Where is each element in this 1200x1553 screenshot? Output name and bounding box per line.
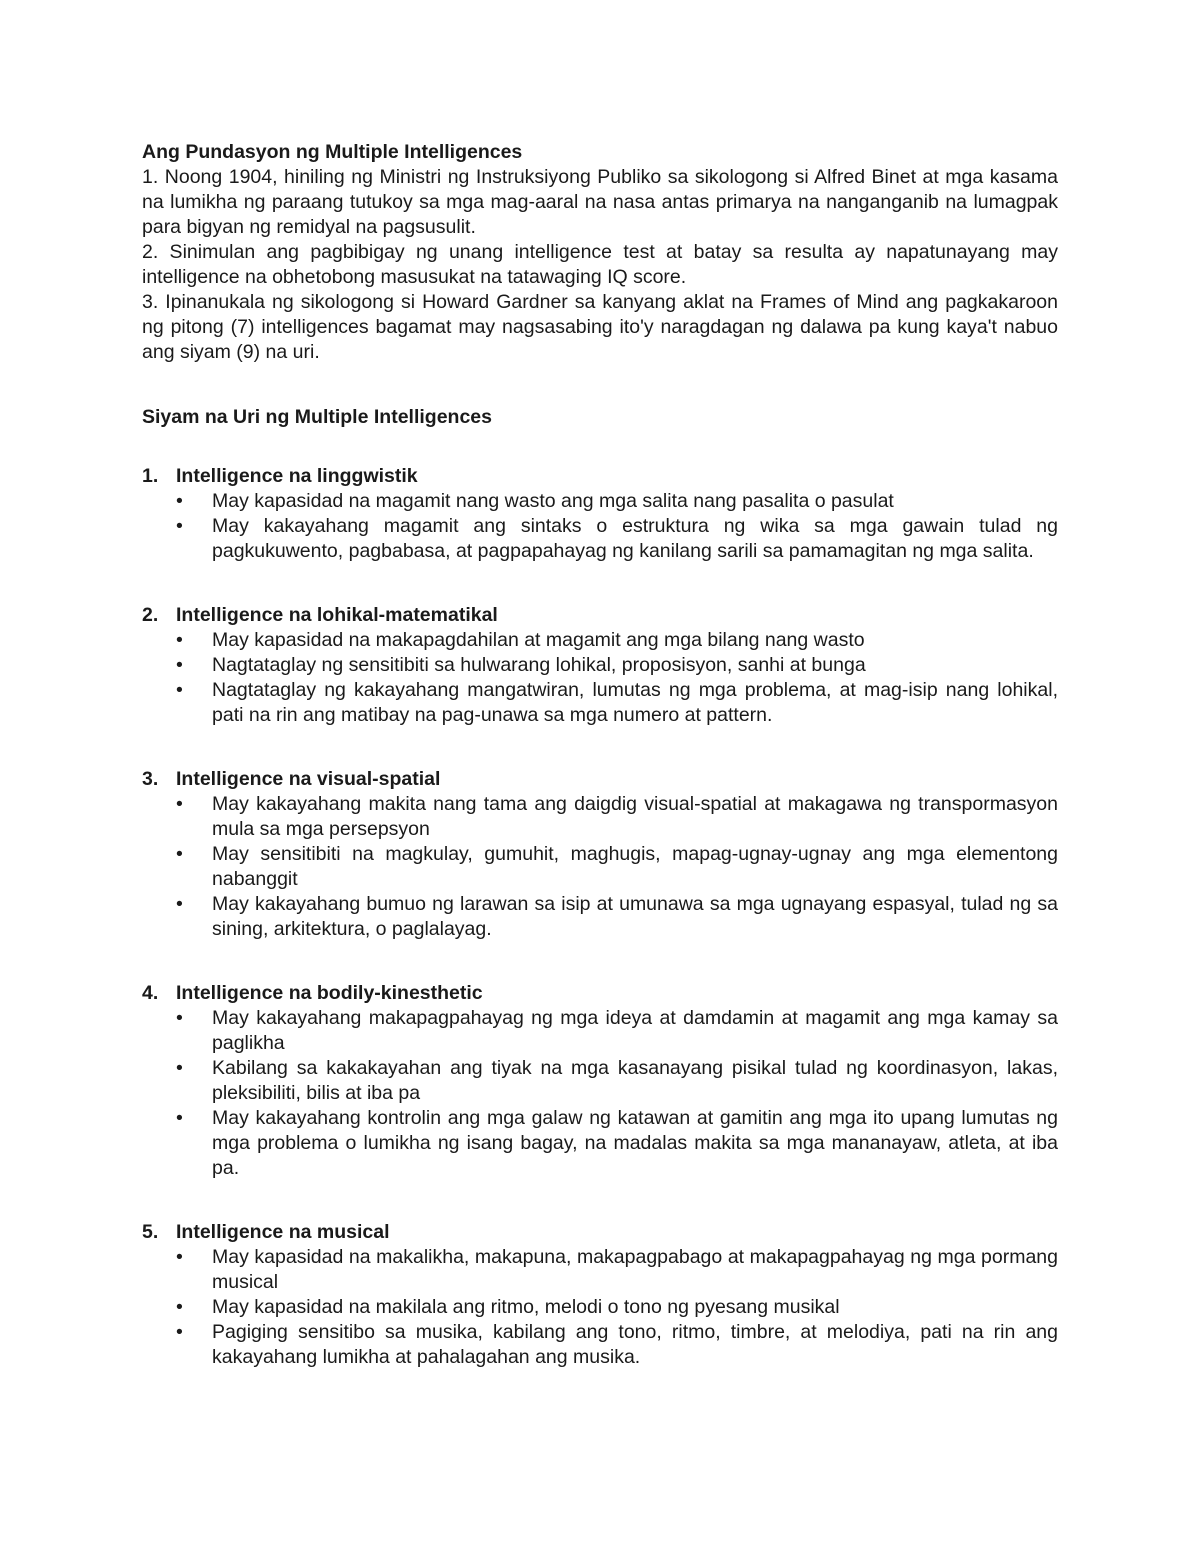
bullet-icon: • [176,1321,183,1343]
intelligence-section [142,603,1058,728]
section-number: 2. [142,604,159,626]
section-title [142,603,1058,628]
section-title [142,767,1058,792]
bullet-text: May kakayahang makita nang tama ang daigdig visual-spatial at makagawa ng transpormasyon mula sa mga persepsyon [212,793,1058,840]
list-item [142,628,1058,653]
intelligence-section [142,767,1058,942]
section-number: 4. [142,982,159,1004]
bullet-text: May kakayahang magamit ang sintaks o estruktura ng wika sa mga gawain tulad ng pagkukuwento, pagbabasa, at pagpapahayag ng kanilang sarili sa pamamagitan ng mga salita. [212,515,1058,562]
intelligence-sections [142,464,1058,1370]
bullet-list [142,628,1058,728]
bullet-icon: • [176,629,183,651]
bullet-text: Nagtataglay ng kakayahang mangatwiran, lumutas ng mga problema, at mag-isip nang lohikal, pati na rin ang matibay na pag-unawa sa mga numero at pattern. [212,679,1058,726]
bullet-text: May kakayahang bumuo ng larawan sa isip at umunawa sa mga ugnayang espasyal, tulad ng sa sining, arkitektura, o paglalayag. [212,893,1058,940]
section-title-text: Intelligence na bodily-kinesthetic [176,982,483,1004]
list-item [142,1056,1058,1106]
bullet-list [142,489,1058,564]
bullet-icon: • [176,1057,183,1079]
section-number: 3. [142,768,159,790]
bullet-icon: • [176,793,183,815]
list-item [142,792,1058,842]
bullet-icon: • [176,654,183,676]
bullet-icon: • [176,1246,183,1268]
bullet-text: Nagtataglay ng sensitibiti sa hulwarang lohikal, proposisyon, sanhi at bunga [212,654,866,676]
list-item [142,1106,1058,1181]
list-item [142,653,1058,678]
section-title-text: Intelligence na linggwistik [176,465,418,487]
bullet-text: May kapasidad na makapagdahilan at magamit ang mga bilang nang wasto [212,629,865,651]
list-item [142,489,1058,514]
list-item [142,1006,1058,1056]
section-title-text: Intelligence na visual-spatial [176,768,441,790]
section-title [142,464,1058,489]
list-item [142,1295,1058,1320]
bullet-text: May kakayahang kontrolin ang mga galaw ng katawan at gamitin ang mga ito upang lumutas ng mga problema o lumikha ng isang bagay, na madalas makita sa mga mananayaw, atleta, at iba pa. [212,1107,1058,1179]
types-heading: Siyam na Uri ng Multiple Intelligences [142,406,492,428]
list-item [142,514,1058,564]
list-item [142,1245,1058,1295]
bullet-list [142,1006,1058,1181]
bullet-text: Kabilang sa kakakayahan ang tiyak na mga kasanayang pisikal tulad ng koordinasyon, lakas, pleksibiliti, bilis at iba pa [212,1057,1058,1104]
intelligence-section [142,981,1058,1181]
list-item [142,842,1058,892]
bullet-icon: • [176,1107,183,1129]
bullet-text: May kapasidad na makalikha, makapuna, makapagpabago at makapagpahayag ng mga pormang musical [212,1246,1058,1293]
bullet-text: May sensitibiti na magkulay, gumuhit, maghugis, mapag-ugnay-ugnay ang mga elementong nabanggit [212,843,1058,890]
bullet-icon: • [176,679,183,701]
bullet-text: Pagiging sensitibo sa musika, kabilang ang tono, ritmo, timbre, at melodiya, pati na rin ang kakayahang lumikha at pahalagahan ang musika. [212,1321,1058,1368]
section-title-text: Intelligence na musical [176,1221,390,1243]
list-item [142,892,1058,942]
section-title [142,1220,1058,1245]
foundation-paragraph: 1. Noong 1904, hiniling ng Ministri ng Instruksiyong Publiko sa sikologong si Alfred Binet at mga kasama na lumikha ng paraang tutukoy sa mga mag-aaral na nasa antas primarya na nanganganib na lumagpak para bigyan ng remidyal na pagsusulit. [142,166,1058,238]
bullet-icon: • [176,893,183,915]
foundation-paragraph: 2. Sinimulan ang pagbibigay ng unang intelligence test at batay sa resulta ay napatunayang may intelligence na obhetobong masusukat na tatawaging IQ score. [142,241,1058,288]
bullet-icon: • [176,843,183,865]
list-item [142,678,1058,728]
bullet-text: May kakayahang makapagpahayag ng mga ideya at damdamin at magamit ang mga kamay sa paglikha [212,1007,1058,1054]
section-title-text: Intelligence na lohikal-matematikal [176,604,498,626]
bullet-text: May kapasidad na magamit nang wasto ang mga salita nang pasalita o pasulat [212,490,894,512]
bullet-icon: • [176,1007,183,1029]
bullet-list [142,1245,1058,1370]
bullet-text: May kapasidad na makilala ang ritmo, melodi o tono ng pyesang musikal [212,1296,840,1318]
bullet-icon: • [176,490,183,512]
list-item [142,1320,1058,1370]
section-number: 5. [142,1221,159,1243]
foundation-paragraph: 3. Ipinanukala ng sikologong si Howard Gardner sa kanyang aklat na Frames of Mind ang pagkakaroon ng pitong (7) intelligences bagamat may nagsasabing ito'y naragdagan ng dalawa pa kung kaya't nabuo ang siyam (9) na uri. [142,291,1058,363]
bullet-icon: • [176,1296,183,1318]
intelligence-section [142,1220,1058,1370]
intelligence-section [142,464,1058,564]
foundation-heading: Ang Pundasyon ng Multiple Intelligences [142,141,523,163]
section-title [142,981,1058,1006]
bullet-icon: • [176,515,183,537]
bullet-list [142,792,1058,942]
section-number: 1. [142,465,159,487]
document-page [142,140,1058,1370]
